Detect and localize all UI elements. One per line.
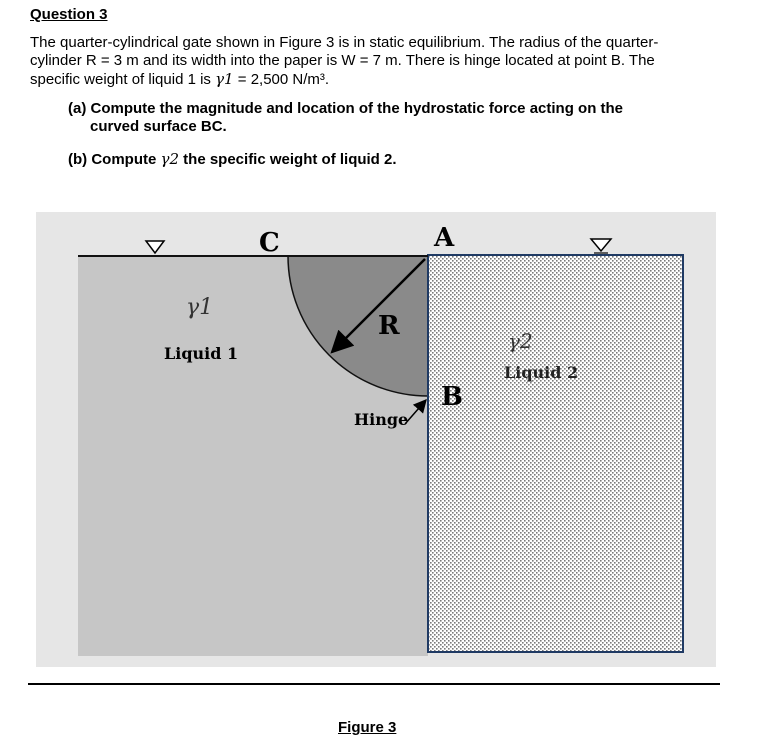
part-b-start: (b) Compute xyxy=(68,151,161,168)
intro-line-2: cylinder R = 3 m and its width into the paper is W = 7 m. There is hinge located at point B. The xyxy=(30,52,655,69)
label-hinge: Hinge xyxy=(354,410,409,429)
liquid-2-region xyxy=(428,255,683,652)
label-R: R xyxy=(378,311,400,341)
intro-line-1: The quarter-cylindrical gate shown in Figure 3 is in static equilibrium. The radius of the quarter- xyxy=(30,34,659,51)
question-title: Question 3 xyxy=(30,6,108,23)
label-C: C xyxy=(259,228,280,258)
label-liquid-2: Liquid 2 xyxy=(504,363,579,382)
label-gamma2: γ2 xyxy=(508,329,533,353)
bottom-divider xyxy=(28,683,720,685)
intro-line-3-end: = 2,500 N/m³. xyxy=(233,71,330,88)
part-b-end: the specific weight of liquid 2. xyxy=(179,151,397,168)
part-a-line-2: curved surface BC. xyxy=(90,118,227,135)
gamma1-symbol: γ1 xyxy=(215,70,234,88)
label-liquid-1: Liquid 1 xyxy=(164,344,239,363)
label-B: B xyxy=(441,382,463,412)
label-gamma1: γ1 xyxy=(186,295,214,320)
gamma2-symbol: γ2 xyxy=(160,150,179,168)
label-A: A xyxy=(434,223,455,253)
part-a-line-1: (a) Compute the magnitude and location of the hydrostatic force acting on the xyxy=(68,100,624,117)
figure-caption: Figure 3 xyxy=(338,719,397,736)
intro-line-3-start: specific weight of liquid 1 is xyxy=(30,71,216,88)
